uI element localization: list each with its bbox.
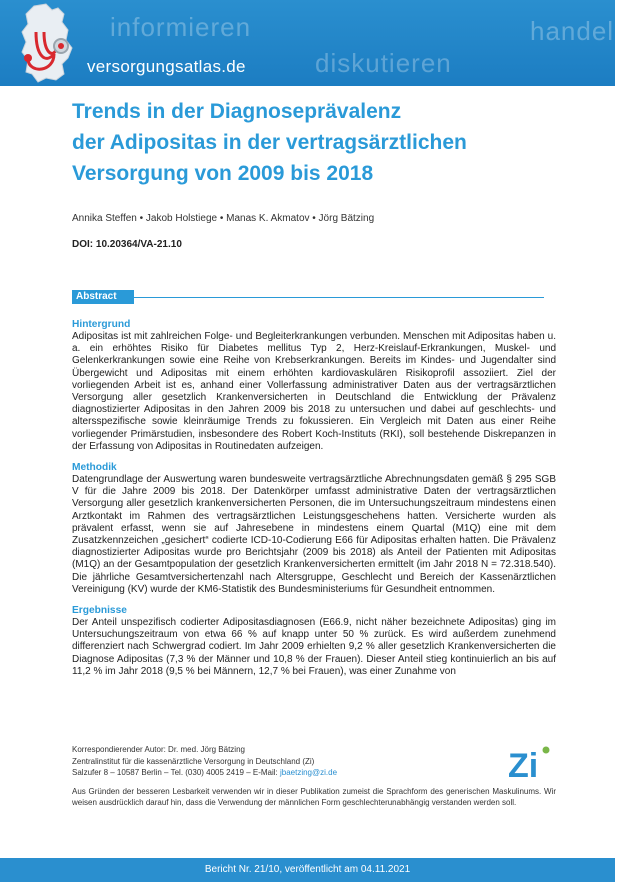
author-list: Annika Steffen • Jakob Holstiege • Manas K. Akmatov • Jörg Bätzing	[72, 213, 375, 224]
disclaimer-text: Aus Gründen der besseren Lesbarkeit verwenden wir in dieser Publikation zumeist die Sprachform des generischen Maskulinums. Wir weisen ausdrücklich darauf hin, dass die Verwendung der männlichen Form geschlechterunabhängig verstanden werden soll.	[72, 787, 556, 808]
title-line: Versorgung von 2009 bis 2018	[72, 162, 374, 185]
abstract-header	[72, 290, 544, 304]
document-title	[72, 96, 552, 189]
email-link[interactable]: jbaetzing@zi.de	[279, 768, 338, 777]
site-name: versorgungsatlas.de	[87, 57, 246, 76]
watermark-word: diskutieren	[315, 48, 452, 78]
watermark-word: informieren	[110, 12, 252, 42]
abstract-label: Abstract	[76, 291, 117, 302]
report-info: Bericht Nr. 21/10, veröffentlicht am 04.11.2021	[204, 864, 411, 875]
section-heading: Hintergrund	[72, 319, 131, 330]
section-hintergrund	[72, 318, 556, 453]
abstract-body	[72, 318, 556, 686]
section-text: Der Anteil unspezifisch codierter Adipositasdiagnosen (E66.9, nicht näher bezeichnete Adipositas) ging im Untersuchungszeitraum von etwa 66 % auf knapp unter 50 % zurück. Es wird außerdem zunehmend differenziert nach Schwergrad codiert. Im Jahr 2009 erhielten 9,2 % aller gesetzlich Krankenversicherten die Diagnose Adipositas (7,3 % der Männer und 10,8 % der Frauen). Dieser Anteil stieg kontinuierlich an bis auf 11,2 % im Jahr 2018 (9,5 % bei Männern, 12,7 % bei Frauen), was einer Zunahme von	[72, 617, 556, 677]
doi: DOI: 10.20364/VA-21.10	[72, 239, 182, 250]
title-line: der Adipositas in der vertragsärztlichen	[72, 131, 467, 154]
zi-logo-text: Zi	[508, 747, 539, 785]
section-heading: Ergebnisse	[72, 605, 127, 617]
zi-logo	[506, 745, 554, 785]
watermark-word: handeln	[530, 16, 630, 46]
section-text: Adipositas ist mit zahlreichen Folge- und Begleiterkrankungen verbunden. Menschen mit Adipositas haben u. a. ein erhöhtes Risiko für Diabetes mellitus Typ 2, Herz-Kreislauf-Erkrankungen, Muskel- und Gelenkerkrankungen sowie eine Reihe von Krebserkrankungen. Bereits im Kindes- und Jugendalter sind Übergewicht und Adipositas mit einem erhöhten kardiovaskulären Risikoprofil assoziiert. Ziel der vorliegenden Arbeit ist es, anhand einer Vollerfassung administrativer Daten aus der vertragsärztlichen Versorgung aller gesetzlich Krankenversicherten in Deutschland die Entwicklung der Prävalenz diagnostizierter Adipositas in den Jahren 2009 bis 2018 zu untersuchen und dabei auf geschlechts- und altersspezifische sowie kleinräumige Trends zu fokussieren. Ein Vergleich mit Daten aus einer Reihe vorliegender Primärstudien, insbesondere des Robert Koch-Instituts (RKI), soll bestehende Diskrepanzen in der Erfassung von Adipositas in Routinedaten aufzeigen.	[72, 331, 556, 452]
section-ergebnisse	[72, 604, 556, 678]
header-banner	[0, 0, 630, 86]
correspondence-author: Korrespondierender Autor: Dr. med. Jörg Bätzing	[72, 745, 245, 754]
section-methodik	[72, 461, 556, 596]
footer-bar	[0, 858, 615, 882]
correspondence-block	[72, 744, 432, 779]
correspondence-address	[72, 767, 432, 779]
correspondence-institute: Zentralinstitut für die kassenärztliche Versorgung in Deutschland (Zi)	[72, 756, 315, 766]
title-line: Trends in der Diagnoseprävalenz	[72, 100, 402, 123]
divider	[134, 297, 544, 298]
address-text: Salzufer 8 – 10587 Berlin – Tel. (030) 4005 2419 – E-Mail:	[72, 768, 280, 777]
germany-map-stethoscope-icon	[6, 2, 86, 86]
section-text: Datengrundlage der Auswertung waren bundesweite vertragsärztliche Abrechnungsdaten gemäß § 295 SGB V für die Jahre 2009 bis 2018. Der Datenkörper umfasst administrative Daten der vertragsärztlichen Versorgung aller gesetzlich krankenversicherten Personen, die im Untersuchungszeitraum mindestens einen Arztkontakt im Rahmen des vertragsärztlichen Leistungsgeschehens hatten. Versicherte wurden als prävalent erfasst, wenn sie auf Jahresebene in mindestens einem Quartal (M1Q) eine mit dem Zusatzkennzeichen „gesichert“ codierte ICD-10-Codierung E66 für Adipositas erhalten hatten. Die Prävalenz diagnostizierter Adipositas wurde pro Berichtsjahr (2009 bis 2018) als Anteil der Patienten mit Adipositas (M1Q) an der Gesamtpopulation der gesetzlich Krankenversicherten ermittelt (im Jahr 2018 N = 72.318.540). Die jährliche Gesamtversichertenzahl nach Altersgruppe, Geschlecht und Bereich der Kassenärztlichen Vereinigung (KV) wurde der KM6-Statistik des Bundesministeriums für Gesundheit entnommen.	[72, 474, 556, 595]
section-heading: Methodik	[72, 462, 117, 474]
